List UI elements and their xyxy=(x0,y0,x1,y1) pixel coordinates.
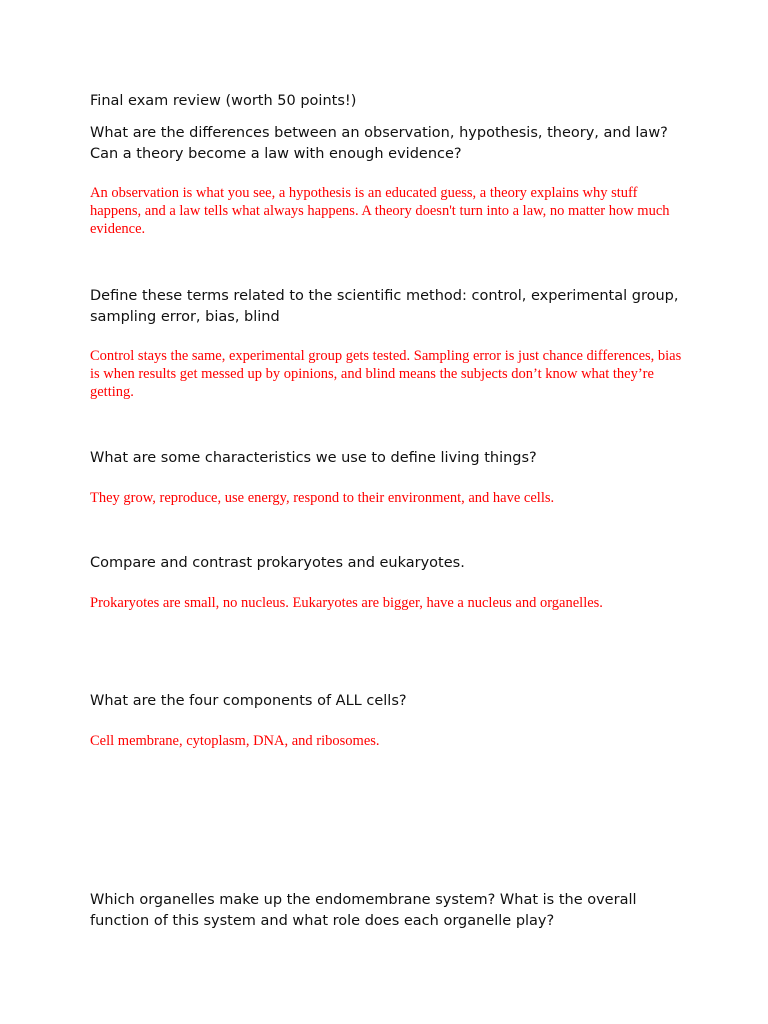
question-5: What are the four components of ALL cells? xyxy=(90,693,407,709)
question-4: Compare and contrast prokaryotes and eukaryotes. xyxy=(90,555,465,571)
question-3: What are some characteristics we use to define living things? xyxy=(90,450,537,466)
answer-1: An observation is what you see, a hypothesis is an educated guess, a theory explains why stuff happens, and a law tells what always happens. A theory doesn't turn into a law, no matter how much evidence. xyxy=(90,185,670,237)
question-2: Define these terms related to the scientific method: control, experimental group, sampling error, bias, blind xyxy=(90,288,679,325)
answer-3: They grow, reproduce, use energy, respond to their environment, and have cells. xyxy=(90,490,555,506)
question-6: Which organelles make up the endomembrane system? What is the overall function of this system and what role does each organelle play? xyxy=(90,892,637,929)
document-title: Final exam review (worth 50 points!) xyxy=(90,93,357,109)
question-1: What are the differences between an observation, hypothesis, theory, and law? Can a theory become a law with enough evidence? xyxy=(90,125,668,162)
answer-4: Prokaryotes are small, no nucleus. Eukaryotes are bigger, have a nucleus and organelles. xyxy=(90,595,603,611)
answer-5: Cell membrane, cytoplasm, DNA, and ribosomes. xyxy=(90,733,380,749)
answer-2: Control stays the same, experimental group gets tested. Sampling error is just chance differences, bias is when results get messed up by opinions, and blind means the subjects don’t know what they’re getting. xyxy=(90,348,682,400)
